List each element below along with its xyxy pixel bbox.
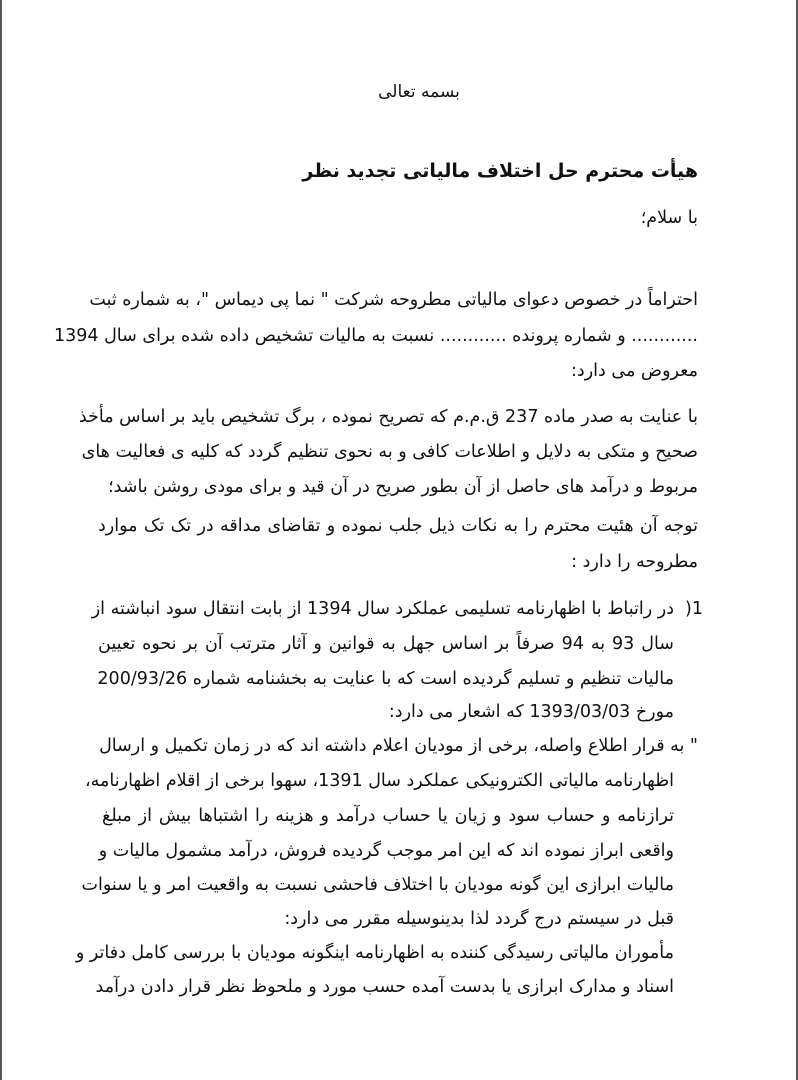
paragraph-line: معروض می دارد:: [571, 361, 698, 381]
paragraph-line: توجه آن هئیت محترم را به نکات ذیل جلب نموده و تقاضای مداقه در تک تک موارد: [98, 516, 698, 536]
greeting: با سلام؛: [640, 208, 698, 228]
quote-line: مأموران مالیاتی رسیدگی کننده به اظهارنامه اینگونه مودیان با بررسی کامل دفاتر و: [75, 943, 674, 963]
item-number: 1(: [685, 599, 703, 619]
item-line: مالیات تنظیم و تسلیم گردیده است که با عنایت به بخشنامه شماره 200/93/26: [97, 669, 674, 689]
paragraph-line: مربوط و درآمد های حاصل از آن بطور صریح در آن قید و برای مودی روشن باشد؛: [108, 477, 698, 497]
quote-line: اظهارنامه مالیاتی الکترونیکی عملکرد سال 1391، سهوا برخی از اقلام اظهارنامه،: [85, 771, 674, 791]
addressee-title: هیأت محترم حل اختلاف مالیاتی تجدید نظر: [302, 160, 698, 182]
paragraph-line: صحیح و متکی به دلایل و اطلاعات کافی و به نحوی تنظیم گردد که کلیه ی فعالیت های: [81, 442, 698, 462]
item-line: مورخ 1393/03/03 که اشعار می دارد:: [388, 702, 674, 722]
item-line: سال 93 به 94 صرفاً بر اساس جهل به قوانین و آثار مترتب آن بر نحوه تعیین: [98, 634, 674, 654]
paragraph-line: با عنایت به صدر ماده 237 ق.م.م که تصریح نموده ، برگ تشخیص باید بر اساس مأخذ: [78, 407, 698, 427]
quote-line: اسناد و مدارک ابرازی یا بدست آمده حسب مورد و ملحوظ نظر قرار دادن درآمد: [95, 977, 674, 997]
item-line: در راتباط با اظهارنامه تسلیمی عملکرد سال 1394 از بابت انتقال سود انباشته از: [91, 599, 674, 619]
paragraph-line: مطروحه را دارد :: [571, 552, 698, 572]
basmala-heading: بسمه تعالی: [378, 82, 460, 102]
quote-line: ترازنامه و حساب سود و زیان یا حساب درآمد و هزینه را اشتباها بیش از مبلغ: [102, 806, 674, 826]
quote-line: واقعی ابراز نموده اند که این امر موجب گردیده فروش، درآمد مشمول مالیات و: [98, 841, 674, 861]
quote-line: " به قرار اطلاع واصله، برخی از مودیان اعلام داشته اند که در زمان تکمیل و ارسال: [99, 736, 698, 756]
paragraph-line: احتراماً در خصوص دعوای مالیاتی مطروحه شرکت " نما پی دیماس "، به شماره ثبت: [89, 290, 698, 310]
quote-line: قبل در سیستم درج گردد لذا بدینوسیله مقرر می دارد:: [284, 909, 674, 929]
paragraph-line: ............ و شماره پرونده ............ نسبت به مالیات تشخیص داده شده برای سال 1394: [53, 326, 698, 346]
letter-page: [2, 0, 796, 1080]
quote-line: مالیات ابرازی این گونه مودیان با اختلاف فاحشی نسبت به واقعیت امر و یا سنوات: [81, 875, 674, 895]
